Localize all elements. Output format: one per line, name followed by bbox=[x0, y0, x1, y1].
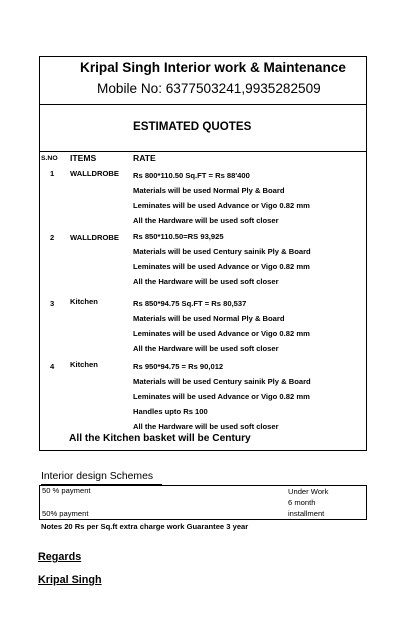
kitchen-basket-note: All the Kitchen basket will be Century bbox=[69, 433, 251, 444]
rate-line: Rs 850*94.75 Sq.FT = Rs 80,537 bbox=[133, 299, 247, 308]
rate-line: Leminates will be used Advance or Vigo 0.82 mm bbox=[133, 392, 310, 401]
payment-right-1: Under Work bbox=[288, 487, 329, 496]
regards-label: Regards bbox=[38, 551, 82, 563]
signature-name: Kripal Singh bbox=[38, 574, 102, 586]
row-item: WALLDROBE bbox=[70, 233, 119, 242]
rate-line: Materials will be used Century sainik Ply & Board bbox=[133, 247, 311, 256]
payment-right-2: 6 month bbox=[288, 498, 316, 507]
header-divider bbox=[39, 104, 367, 105]
rate-line: All the Hardware will be used soft closer bbox=[133, 422, 279, 431]
row-rate-details bbox=[133, 359, 311, 434]
row-sno: 2 bbox=[50, 233, 55, 242]
rate-line: Materials will be used Normal Ply & Board bbox=[133, 314, 285, 323]
rate-line: Materials will be used Normal Ply & Board bbox=[133, 186, 285, 195]
row-item: Kitchen bbox=[70, 297, 98, 306]
row-item: WALLDROBE bbox=[70, 169, 119, 178]
rate-line: Handles upto Rs 100 bbox=[133, 407, 208, 416]
row-sno: 4 bbox=[50, 362, 55, 371]
payment-left-1: 50 % payment bbox=[42, 486, 91, 495]
rate-line: Leminates will be used Advance or Vigo 0.82 mm bbox=[133, 329, 310, 338]
row-rate-details bbox=[133, 229, 311, 289]
schemes-title: Interior design Schemes bbox=[41, 471, 154, 482]
section-divider bbox=[39, 151, 367, 152]
rate-line: All the Hardware will be used soft closer bbox=[133, 277, 279, 286]
rate-line: Leminates will be used Advance or Vigo 0.82 mm bbox=[133, 262, 310, 271]
row-rate-details bbox=[133, 296, 310, 356]
mobile-number: Mobile No: 6377503241,9935282509 bbox=[97, 81, 321, 96]
column-header-sno: S.NO bbox=[41, 155, 58, 162]
schemes-notes: Notes 20 Rs per Sq.ft extra charge work Guarantee 3 year bbox=[41, 522, 249, 531]
rate-line: Leminates will be used Advance or Vigo 0.82 mm bbox=[133, 201, 310, 210]
rate-line: Rs 800*110.50 Sq.FT = Rs 88'400 bbox=[133, 171, 250, 180]
rate-line: Materials will be used Century sainik Ply & Board bbox=[133, 377, 311, 386]
rate-line: Rs 850*110.50=RS 93,925 bbox=[133, 232, 224, 241]
company-title: Kripal Singh Interior work & Maintenance bbox=[80, 60, 346, 75]
row-sno: 1 bbox=[50, 169, 55, 178]
column-header-items: ITEMS bbox=[70, 153, 97, 163]
payment-left-2: 50% payment bbox=[42, 509, 89, 518]
rate-line: Rs 950*94.75 = Rs 90,012 bbox=[133, 362, 224, 371]
rate-line: All the Hardware will be used soft closer bbox=[133, 344, 279, 353]
row-rate-details bbox=[133, 168, 310, 228]
row-sno: 3 bbox=[50, 299, 55, 308]
section-title: ESTIMATED QUOTES bbox=[133, 120, 252, 133]
row-item: Kitchen bbox=[70, 360, 98, 369]
payment-right-3: installment bbox=[288, 509, 325, 518]
column-header-rate: RATE bbox=[133, 153, 156, 163]
rate-line: All the Hardware will be used soft closer bbox=[133, 216, 279, 225]
